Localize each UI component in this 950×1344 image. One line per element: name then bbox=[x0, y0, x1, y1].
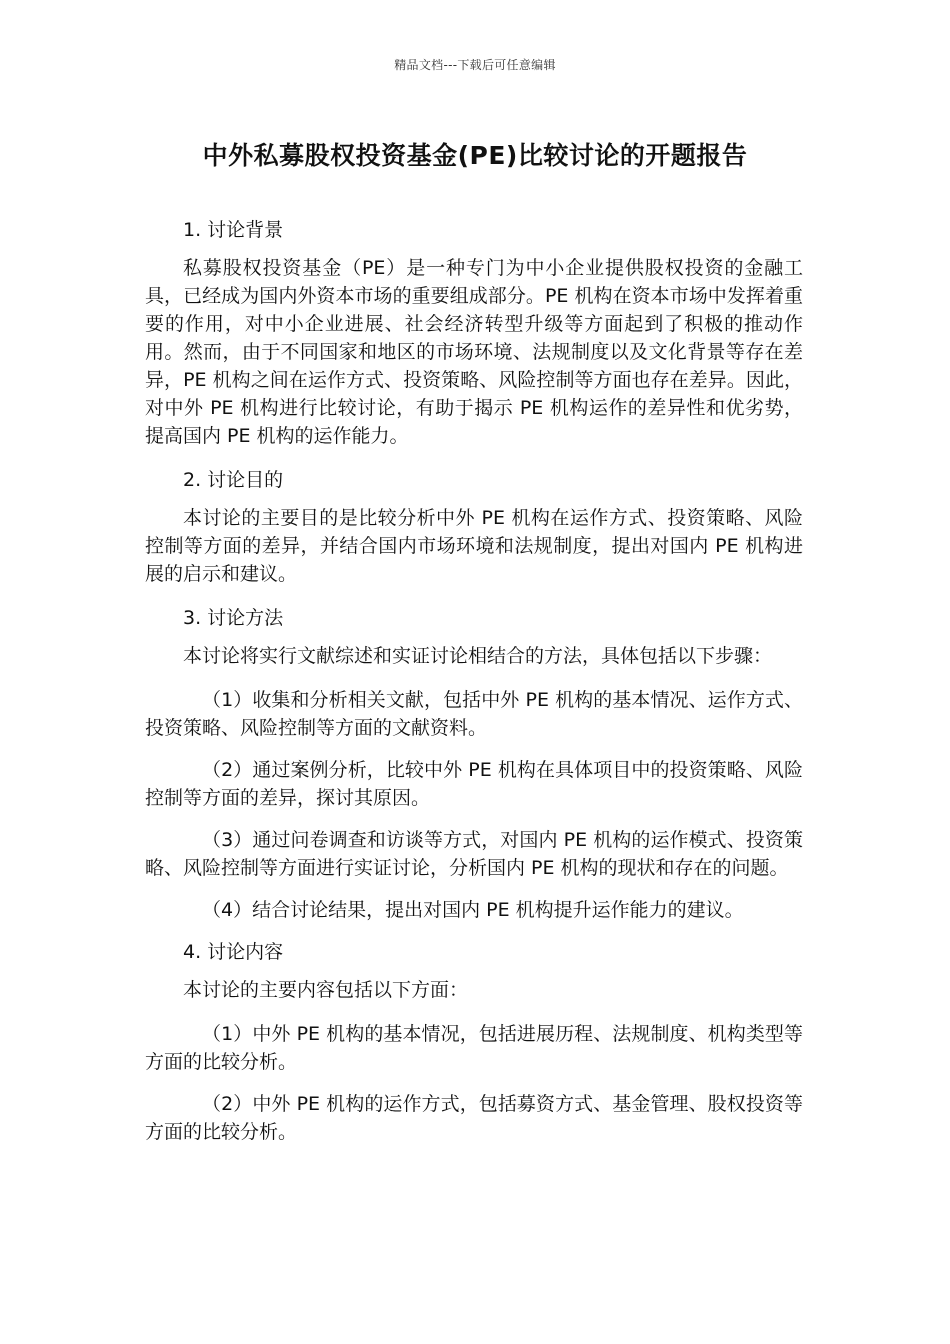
method-step: （4）结合讨论结果，提出对国内 PE 机构提升运作能力的建议。 bbox=[202, 899, 744, 921]
method-step: （2）通过案例分析，比较中外 PE 机构在具体项目中的投资策略、风险控制等方面的差异，探讨其原因。 bbox=[145, 759, 803, 809]
section-heading-method: 3. 讨论方法 bbox=[183, 607, 284, 629]
method-step: （1）收集和分析相关文献，包括中外 PE 机构的基本情况、运作方式、投资策略、风险控制等方面的文献资料。 bbox=[145, 689, 803, 739]
section-intro-content: 本讨论的主要内容包括以下方面： bbox=[183, 979, 469, 1001]
section-paragraph-background: 私募股权投资基金（PE）是一种专门为中小企业提供股权投资的金融工具，已经成为国内外资本市场的重要组成部分。PE 机构在资本市场中发挥着重要的作用，对中小企业进展、社会经济转型升级等方面起到了积极的推动作用。然而，由于不同国家和地区的市场环境、法规制度以及文化背景等存在差异，PE 机构之间在运作方式、投资策略、风险控制等方面也存在差异。因此，对中外 PE 机构进行比较讨论，有助于揭示 PE 机构运作的差异性和优劣势，提高国内 PE 机构的运作能力。 bbox=[145, 257, 803, 447]
section-heading-background: 1. 讨论背景 bbox=[183, 219, 284, 241]
document-title: 中外私募股权投资基金(PE)比较讨论的开题报告 bbox=[202, 141, 748, 170]
method-step: （3）通过问卷调查和访谈等方式，对国内 PE 机构的运作模式、投资策略、风险控制等方面进行实证讨论，分析国内 PE 机构的现状和存在的问题。 bbox=[145, 829, 803, 879]
section-heading-content: 4. 讨论内容 bbox=[183, 941, 284, 963]
content-item: （1）中外 PE 机构的基本情况，包括进展历程、法规制度、机构类型等方面的比较分析。 bbox=[145, 1023, 803, 1073]
section-heading-purpose: 2. 讨论目的 bbox=[183, 469, 284, 491]
section-intro-method: 本讨论将实行文献综述和实证讨论相结合的方法，具体包括以下步骤： bbox=[183, 645, 773, 667]
content-item: （2）中外 PE 机构的运作方式，包括募资方式、基金管理、股权投资等方面的比较分析。 bbox=[145, 1093, 803, 1143]
document-body bbox=[145, 216, 803, 1160]
section-paragraph-purpose: 本讨论的主要目的是比较分析中外 PE 机构在运作方式、投资策略、风险控制等方面的差异，并结合国内市场环境和法规制度，提出对国内 PE 机构进展的启示和建议。 bbox=[145, 507, 803, 585]
page-header: 精品文档---下载后可任意编辑 bbox=[394, 58, 556, 72]
